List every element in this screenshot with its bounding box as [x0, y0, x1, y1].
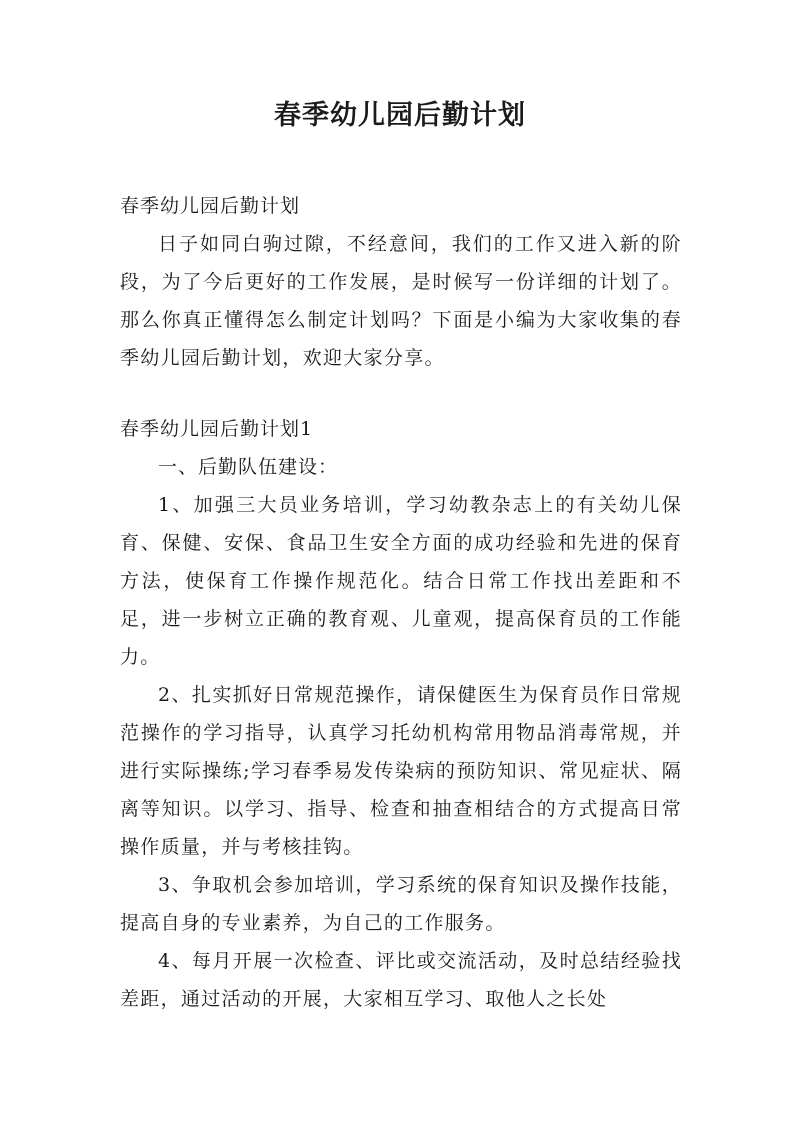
list-item: 1、加强三大员业务培训，学习幼教杂志上的有关幼儿保育、保健、安保、食品卫生安全方面的成功经验和先进的保育方法，使保育工作操作规范化。结合日常工作找出差距和不足，进一步树立正确的教育观、儿童观，提高保育员的工作能力。 [120, 494, 682, 668]
list-item: 2、扎实抓好日常规范操作，请保健医生为保育员作日常规范操作的学习指导，认真学习托幼机构常用物品消毒常规，并进行实际操练;学习春季易发传染病的预防知识、常见症状、隔离等知识。以学习、指导、检查和抽查相结合的方式提高日常操作质量，并与考核挂钩。 [120, 684, 682, 858]
section-heading: 春季幼儿园后勤计划1 [120, 418, 314, 440]
document-title: 春季幼儿园后勤计划 [274, 100, 526, 131]
intro-heading: 春季幼儿园后勤计划 [120, 195, 301, 217]
section-subheading: 一、后勤队伍建设： [158, 456, 339, 478]
list-item: 4、每月开展一次检查、评比或交流活动，及时总结经验找差距，通过活动的开展，大家相互学习、取他人之长处 [120, 950, 682, 1010]
list-item: 3、争取机会参加培训，学习系统的保育知识及操作技能，提高自身的专业素养，为自己的工作服务。 [120, 874, 682, 934]
intro-paragraph: 日子如同白驹过隙，不经意间，我们的工作又进入新的阶段，为了今后更好的工作发展，是时候写一份详细的计划了。那么你真正懂得怎么制定计划吗？下面是小编为大家收集的春季幼儿园后勤计划，欢迎大家分享。 [120, 233, 682, 369]
